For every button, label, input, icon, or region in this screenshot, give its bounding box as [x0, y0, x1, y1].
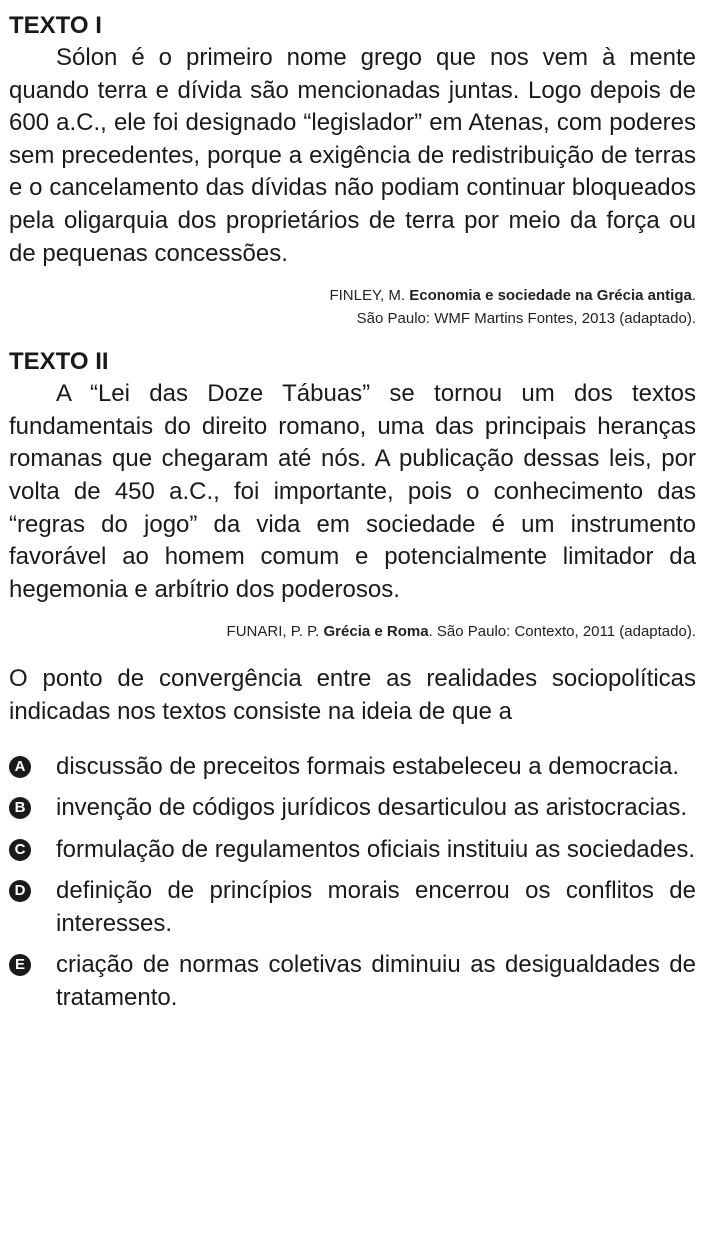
option-a-text: discussão de preceitos formais estabeleceu a democracia. [56, 752, 679, 780]
option-e[interactable] [9, 949, 696, 1014]
option-a[interactable] [9, 751, 696, 784]
texto-1-source-line-1 [9, 284, 696, 307]
option-d-text: definição de princípios morais encerrou os conflitos de interesses. [56, 877, 696, 937]
option-a-letter-icon: A [9, 756, 31, 778]
texto-1-source-line-2: São Paulo: WMF Martins Fontes, 2013 (adaptado). [356, 310, 696, 328]
texto-1-title: TEXTO I [9, 12, 102, 39]
option-e-text: criação de normas coletivas diminuiu as desigualdades de tratamento. [56, 951, 696, 1012]
texto-2-source-work: Grécia e Roma [323, 623, 429, 641]
texto-1-source-author: FINLEY, M. [329, 287, 410, 305]
texto-2-source-author: FUNARI, P. P. [226, 623, 324, 641]
option-b[interactable] [9, 792, 696, 825]
question-stem: O ponto de convergência entre as realidades sociopolíticas indicadas nos textos consiste na ideia de que a [9, 665, 696, 725]
texto-2-title: TEXTO II [9, 348, 109, 376]
texto-2-source-rest: . São Paulo: Contexto, 2011 (adaptado). [428, 623, 696, 641]
texto-1-section [9, 10, 696, 330]
option-c-letter-icon: C [9, 839, 31, 861]
option-c[interactable] [9, 834, 696, 867]
options-list [9, 751, 696, 1015]
texto-1-source-rest: . [691, 287, 696, 305]
option-c-text: formulação de regulamentos oficiais instituiu as sociedades. [56, 835, 696, 863]
texto-2-section [9, 346, 696, 643]
texto-2-body: A “Lei das Doze Tábuas” se tornou um dos textos fundamentais do direito romano, uma das principais heranças romanas que chegaram até nós. A publicação dessas leis, por volta de 450 a.C., foi importante, pois o conhecimento das “regras do jogo” da vida em sociedade é um instrumento favorável ao homem comum e potencialmente limitador da hegemonia e arbítrio dos poderosos. [9, 380, 696, 603]
option-d[interactable] [9, 875, 696, 940]
option-e-letter-icon: E [9, 954, 31, 976]
option-d-letter-icon: D [9, 880, 31, 902]
option-b-text: invenção de códigos jurídicos desarticulou as aristocracias. [56, 794, 687, 822]
option-b-letter-icon: B [9, 797, 31, 819]
texto-2-source [9, 620, 696, 643]
texto-1-body: Sólon é o primeiro nome grego que nos vem à mente quando terra e dívida são mencionadas juntas. Logo depois de 600 a.C., ele foi designado “legislador” em Atenas, com poderes sem precedentes, porque a exigência de redistribuição de terras e o cancelamento das dívidas não podiam continuar bloqueados pela oligarquia dos proprietários de terra por meio da força ou de pequenas concessões. [9, 44, 696, 267]
texto-1-source-work: Economia e sociedade na Grécia antiga [409, 287, 692, 305]
